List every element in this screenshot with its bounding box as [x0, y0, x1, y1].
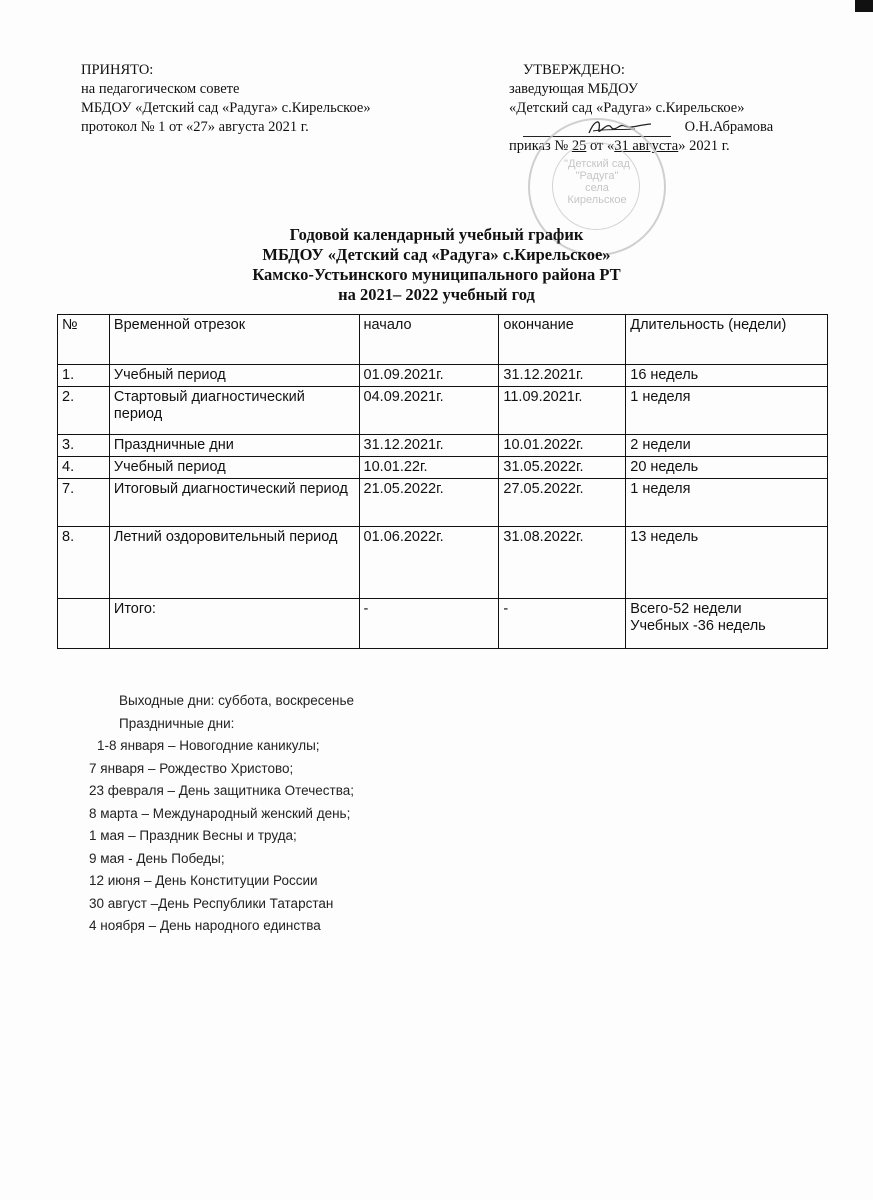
holidays-list [89, 690, 355, 938]
approved-line: «Детский сад «Радуга» с.Кирельское» [509, 100, 745, 116]
order-from: от « [589, 138, 615, 154]
table-cell: 31.12.2021г. [359, 435, 499, 457]
weekend-note: Выходные дни: суббота, воскресенье [119, 693, 355, 708]
column-header: окончание [499, 315, 626, 365]
table-row [58, 387, 828, 435]
order-year: » 2021 г. [678, 138, 730, 154]
accepted-label: ПРИНЯТО: [81, 62, 154, 78]
table-cell: 1. [58, 365, 110, 387]
table-cell: 11.09.2021г. [499, 387, 626, 435]
table-cell: 8. [58, 527, 110, 599]
column-header: № [58, 315, 110, 365]
order-date: 31 августа [614, 138, 679, 154]
table-cell: 01.09.2021г. [359, 365, 499, 387]
table-cell: 04.09.2021г. [359, 387, 499, 435]
table-cell: 3. [58, 435, 110, 457]
table-cell: - [499, 599, 626, 649]
list-item: 4 ноября – День народного единства [89, 918, 321, 933]
table-cell: 1 неделя [626, 387, 828, 435]
accepted-block [81, 61, 371, 137]
column-header: начало [359, 315, 499, 365]
scan-corner-mark [855, 0, 873, 12]
table-cell: 10.01.22г. [359, 457, 499, 479]
list-item: 8 марта – Международный женский день; [89, 805, 351, 821]
title-line: Камско-Устьинского муниципального района РТ [252, 265, 621, 284]
table-cell: Учебный период [109, 365, 359, 387]
table-cell: Учебный период [109, 457, 359, 479]
document-title [130, 225, 743, 305]
table-cell: 31.08.2022г. [499, 527, 626, 599]
total-all-weeks: Всего-52 недели [630, 601, 742, 617]
table-cell: - [359, 599, 499, 649]
table-cell: 13 недель [626, 527, 828, 599]
table-cell: 31.12.2021г. [499, 365, 626, 387]
list-item: 23 февраля – День защитника Отечества; [89, 783, 354, 798]
title-line: МБДОУ «Детский сад «Радуга» с.Кирельское» [262, 245, 611, 264]
column-header: Временной отрезок [109, 315, 359, 365]
table-cell: 2. [58, 387, 110, 435]
total-duration [626, 599, 828, 649]
table-cell: 20 недель [626, 457, 828, 479]
table-row [58, 457, 828, 479]
table-cell: 7. [58, 479, 110, 527]
holidays-heading: Праздничные дни: [119, 715, 235, 731]
table-row [58, 435, 828, 457]
table-cell: 31.05.2022г. [499, 457, 626, 479]
table-cell: 01.06.2022г. [359, 527, 499, 599]
table-cell: Летний оздоровительный период [109, 527, 359, 599]
schedule-table [57, 314, 828, 649]
accepted-protocol: протокол № 1 от «27» августа 2021 г. [81, 119, 309, 135]
table-total-row [58, 599, 828, 649]
table-cell: Праздничные дни [109, 435, 359, 457]
title-line: Годовой календарный учебный график [289, 225, 584, 244]
table-cell: 1 неделя [626, 479, 828, 527]
approver-name: О.Н.Абрамова [684, 119, 774, 135]
accepted-line: на педагогическом совете [81, 81, 240, 97]
table-cell: Итоговый диагностический период [109, 479, 359, 527]
table-row [58, 479, 828, 527]
order-number: 25 [571, 138, 587, 154]
stamp-text: Кирельское [567, 194, 627, 206]
list-item: 30 август –День Республики Татарстан [89, 895, 334, 911]
total-label: Итого: [109, 599, 359, 649]
table-row [58, 527, 828, 599]
table-cell: 10.01.2022г. [499, 435, 626, 457]
table-cell: 2 недели [626, 435, 828, 457]
stamp-text: "Детский сад [564, 158, 630, 170]
title-line: на 2021– 2022 учебный год [338, 285, 535, 304]
approved-line: заведующая МБДОУ [509, 81, 639, 97]
list-item: 12 июня – День Конституции России [89, 873, 318, 888]
table-cell [58, 599, 110, 649]
stamp-text: "Радуга" [575, 170, 619, 182]
column-header: Длительность (недели) [626, 315, 828, 365]
accepted-line: МБДОУ «Детский сад «Радуга» с.Кирельское» [81, 100, 371, 116]
list-item: 1-8 января – Новогодние каникулы; [97, 738, 320, 753]
approved-label: УТВЕРЖДЕНО: [523, 62, 625, 78]
table-cell: Стартовый диагностический период [109, 387, 359, 435]
table-cell: 16 недель [626, 365, 828, 387]
table-row [58, 365, 828, 387]
list-item: 9 мая - День Победы; [89, 850, 225, 866]
total-study-weeks: Учебных -36 недель [630, 618, 766, 634]
table-cell: 27.05.2022г. [499, 479, 626, 527]
list-item: 1 мая – Праздник Весны и труда; [89, 828, 297, 843]
table-cell: 4. [58, 457, 110, 479]
table-cell: 21.05.2022г. [359, 479, 499, 527]
list-item: 7 января – Рождество Христово; [89, 760, 294, 776]
stamp-text: села [585, 182, 609, 194]
table-header-row [58, 315, 828, 365]
order-prefix: приказ № [509, 138, 569, 154]
